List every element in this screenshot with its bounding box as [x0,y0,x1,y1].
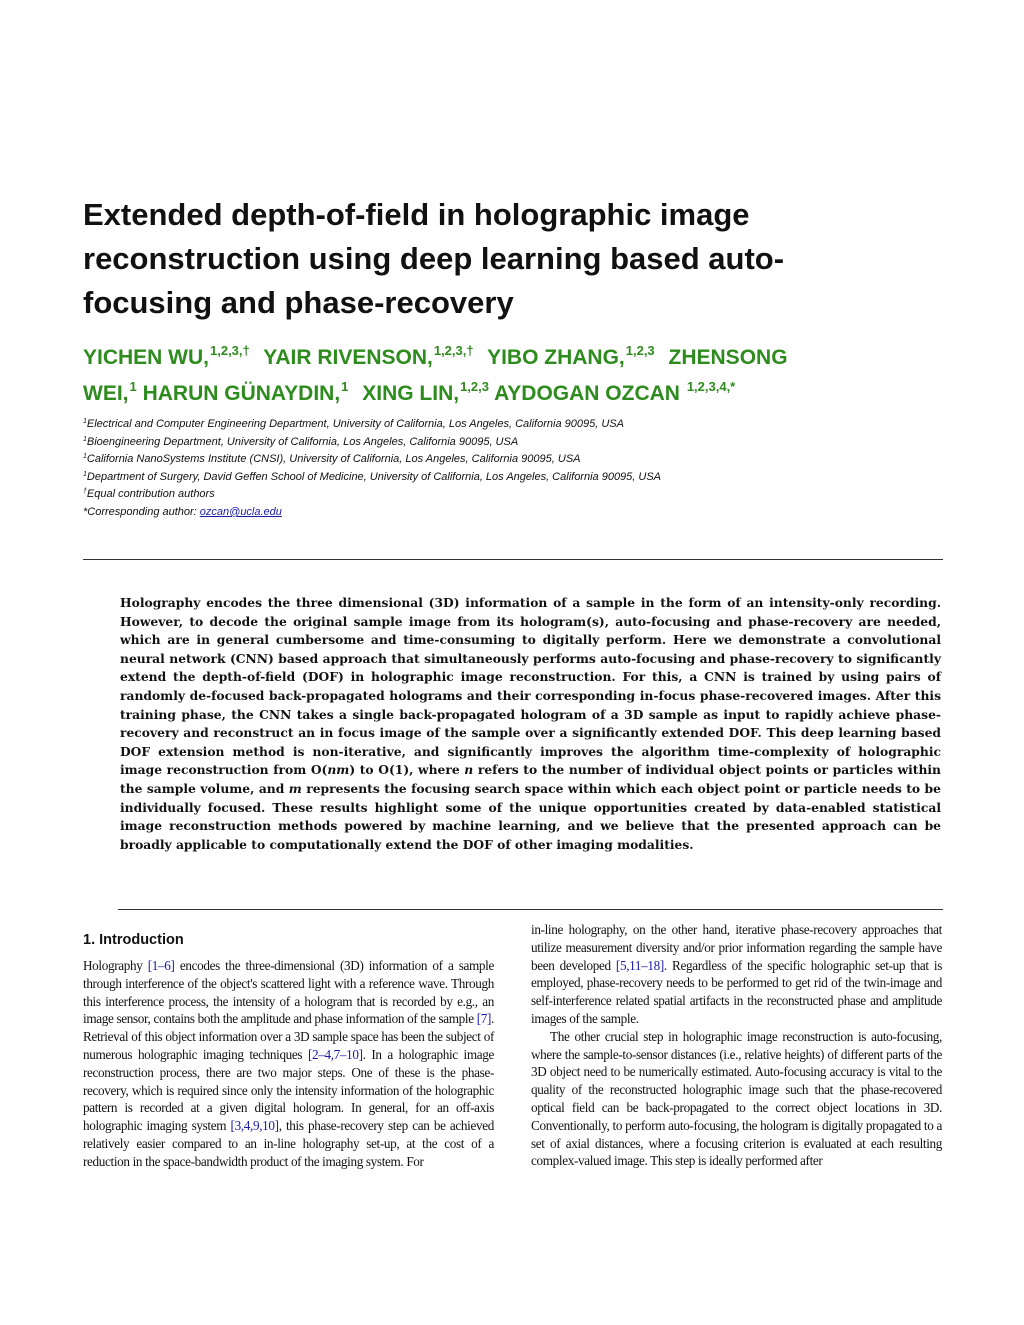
author-affil-sup: 1,2,3 [625,343,655,358]
affiliation-item: $^1$Department of Surgery, David Geffen School of Medicine, University of California, Los Angeles, California 90095, USA [83,470,662,483]
citation-link[interactable]: [3,4,9,10] [230,1118,279,1134]
author-affil-sup: 1,2,3,† [210,343,250,358]
author-affil-sup: 1 [341,379,349,394]
paragraph: The other crucial step in holographic image reconstruction is auto-focusing, where the sample-to-sensor distances (i.e., relative heights) of different parts of the 3D object need to be numerically estimated. Auto-focusing accuracy is vital to the quality of the reconstructed holographic image such that the phase-recovered optical field can be back-propagated to the correct object locations in 3D. Conventionally, to perform auto-focusing, the hologram is digitally propagated to a set of axial distances, where a focusing criterion is evaluated at each resulting complex-valued image. This step is ideally performed after [531,1028,942,1169]
corresponding-email-link[interactable]: ozcan@ucla.edu [199,505,282,518]
title-line: focusing and phase-recovery [83,285,514,320]
citation-link[interactable]: [2–4,7–10] [307,1046,363,1062]
author-name: ZHENSONG [668,346,788,369]
divider [118,909,943,910]
paper-title [83,193,943,325]
author-name: YICHEN WU, [83,346,209,369]
author-name: YIBO ZHANG, [487,346,625,369]
title-line: Extended depth-of-field in holographic image [83,197,750,232]
paragraph: Holography [1–6] encodes the three-dimensional (3D) information of a sample through interference of the object's scattered light with a reference wave. Through this interference process, the intensity of a hologram that is recorded by e.g., an image sensor, contains both the amplitude and phase information of the sample [7]. Retrieval of this object information over a 3D sample space has been the subject of numerous holographic imaging techniques [2–4,7–10]. In a holographic image reconstruction process, there are two major steps. One of these is the phase-recovery, which is required since only the intensity information of the holographic pattern is recorded at a given digital hologram. In general, for an off-axis holographic imaging system [3,4,9,10], this phase-recovery step can be achieved relatively easier compared to an in-line holography set-up, at the cost of a reduction in the space-bandwidth product of the imaging system. For [83,958,494,1169]
author-line [83,340,963,376]
citation-link[interactable]: [5,11–18] [615,957,664,973]
citation-link[interactable]: [1–6] [147,958,175,973]
title-line: reconstruction using deep learning based auto- [83,241,785,276]
right-column [531,921,942,1170]
author-affil-sup: 1 [129,379,137,394]
author-name: AYDOGAN OZCAN [494,382,680,405]
divider [83,559,943,560]
author-affil-sup: 1,2,3,† [433,343,474,358]
paragraph: in-line holography, on the other hand, iterative phase-recovery approaches that utilize measurement diversity and/or prior information regarding the sample have been developed [5,11–18]. Regardless of the specific holographic set-up that is employed, phase-recovery needs to be performed to get rid of the twin-image and self-interference related spatial artifacts in the reconstructed phase and amplitude images of the sample. [531,922,942,1026]
affiliation-item: †Equal contribution authors [83,488,215,501]
author-name: YAIR RIVENSON, [263,346,433,369]
left-column [83,957,494,1171]
author-affil-sup: 1,2,3,4,* [686,379,736,394]
author-affil-sup: 1,2,3 [460,379,489,394]
section-heading: 1. Introduction [83,932,184,948]
author-list [83,340,963,412]
affiliation-item: $^1$California NanoSystems Institute (CNSI), University of California, Los Angeles, California 90095, USA [83,453,581,466]
author-line [83,376,963,412]
affiliation-list [83,416,963,522]
citation-link[interactable]: [7] [476,1011,492,1027]
author-name: XING LIN, [362,382,460,405]
affiliation-item: $^1$Bioengineering Department, University of California, Los Angeles, California 90095, USA [83,435,519,448]
author-name: HARUN GÜNAYDIN, [142,382,341,405]
abstract: Holography encodes the three dimensional (3D) information of a sample in the form of an intensity-only recording. However, to decode the original sample image from its hologram(s), auto-focusing and phase-recovery are needed, which are in general cumbersome and time-consuming to digitally perform. Here we demonstrate a convolutional neural network (CNN) based approach that simultaneously performs auto-focusing and phase-recovery to significantly extend the depth-of-field (DOF) in holographic image reconstruction. For this, a CNN is trained by using pairs of randomly de-focused back-propagated holograms and their corresponding in-focus phase-recovered images. After this training phase, the CNN takes a single back-propagated hologram of a 3D sample as input to rapidly achieve phase-recovery and reconstruct an in focus image of the sample over a significantly extended DOF. This deep learning based DOF extension method is non-iterative, and significantly improves the algorithm time-complexity of holographic image reconstruction from O(nm) to O(1), where n refers to the number of individual object points or particles within the sample volume, and m represents the focusing search space within which each object point or particle needs to be individually focused. These results highlight some of the unique opportunities created by data-enabled statistical image reconstruction methods powered by machine learning, and we believe that the presented approach can be broadly applicable to computationally extend the DOF of other imaging modalities. [120,595,941,852]
corresponding-author: *Corresponding author: ozcan@ucla.edu [83,505,282,518]
affiliation-item: $^1$Electrical and Computer Engineering Department, University of California, Los Angeles, California 90095, USA [83,418,624,430]
author-name: WEI, [83,382,129,405]
